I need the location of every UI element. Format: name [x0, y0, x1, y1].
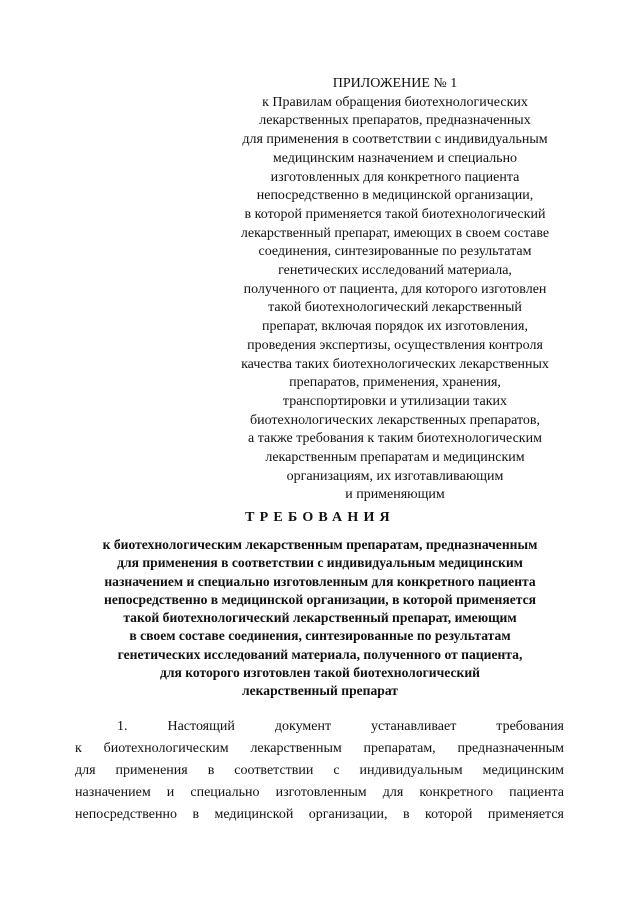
body-line: 1. Настоящий документ устанавливает требования: [117, 719, 564, 734]
subheading-line: лекарственный препарат: [242, 683, 398, 699]
appendix-line: генетических исследований материала,: [278, 263, 512, 279]
subheading-line: генетических исследований материала, полученного от пациента,: [117, 646, 523, 662]
appendix-line: в которой применяется такой биотехнологический: [244, 206, 546, 222]
subheading-line: такой биотехнологический лекарственный препарат, имеющим: [123, 610, 517, 626]
body-line: к биотехнологическим лекарственным препаратам, предназначенным: [75, 741, 564, 756]
appendix-line: препарат, включая порядок их изготовления,: [262, 319, 528, 335]
appendix-line: качества таких биотехнологических лекарственных: [241, 356, 549, 372]
subheading-line: для применения в соответствии с индивидуальным медицинским: [117, 555, 523, 571]
document-subheading: [60, 536, 580, 701]
appendix-line: транспортировки и утилизации таких: [282, 393, 508, 409]
body-line: непосредственно в медицинской организации, в которой применяется: [75, 807, 564, 822]
subheading-line: к биотехнологическим лекарственным препаратам, предназначенным: [102, 537, 538, 552]
appendix-line: изготовленных для конкретного пациента: [270, 169, 520, 185]
appendix-line: и применяющим: [345, 487, 445, 503]
appendix-line: к Правилам обращения биотехнологических: [262, 94, 528, 110]
appendix-line: а также требования к таким биотехнологическим: [248, 431, 542, 447]
appendix-line: медицинским назначением и специально: [272, 150, 518, 166]
appendix-line: соединения, синтезированные по результатам: [258, 244, 532, 260]
appendix-line: полученного от пациента, для которого изготовлен: [243, 281, 547, 297]
appendix-line: для применения в соответствии с индивидуальным: [242, 132, 548, 148]
appendix-line: проведения экспертизы, осуществления контроля: [247, 337, 543, 353]
appendix-line: лекарственным препаратам и медицинским: [265, 450, 525, 466]
appendix-line: лекарственных препаратов, предназначенных: [259, 113, 531, 129]
subheading-line: в своем составе соединения, синтезированные по результатам: [129, 628, 511, 644]
appendix-line: лекарственный препарат, имеющих в своем составе: [240, 225, 550, 241]
appendix-line: непосредственно в медицинской организации,: [256, 188, 534, 204]
subheading-line: для которого изготовлен такой биотехнологический: [159, 665, 481, 681]
appendix-line: организациям, их изготавливающим: [286, 468, 504, 484]
appendix-line: такой биотехнологический лекарственный: [268, 300, 522, 316]
document-heading: ТРЕБОВАНИЯ: [245, 510, 395, 525]
body-line: назначением и специально изготовленным для конкретного пациента: [75, 785, 564, 800]
appendix-block: [215, 75, 575, 505]
appendix-title: ПРИЛОЖЕНИЕ № 1: [332, 76, 458, 91]
subheading-line: назначением и специально изготовленным для конкретного пациента: [104, 573, 536, 589]
subheading-line: непосредственно в медицинской организации, в которой применяется: [104, 591, 536, 607]
body-line: для применения в соответствии с индивидуальным медицинским: [75, 763, 564, 778]
appendix-line: препаратов, применения, хранения,: [289, 375, 501, 391]
body-paragraph: [75, 716, 564, 826]
appendix-line: биотехнологических лекарственных препаратов,: [250, 412, 540, 428]
